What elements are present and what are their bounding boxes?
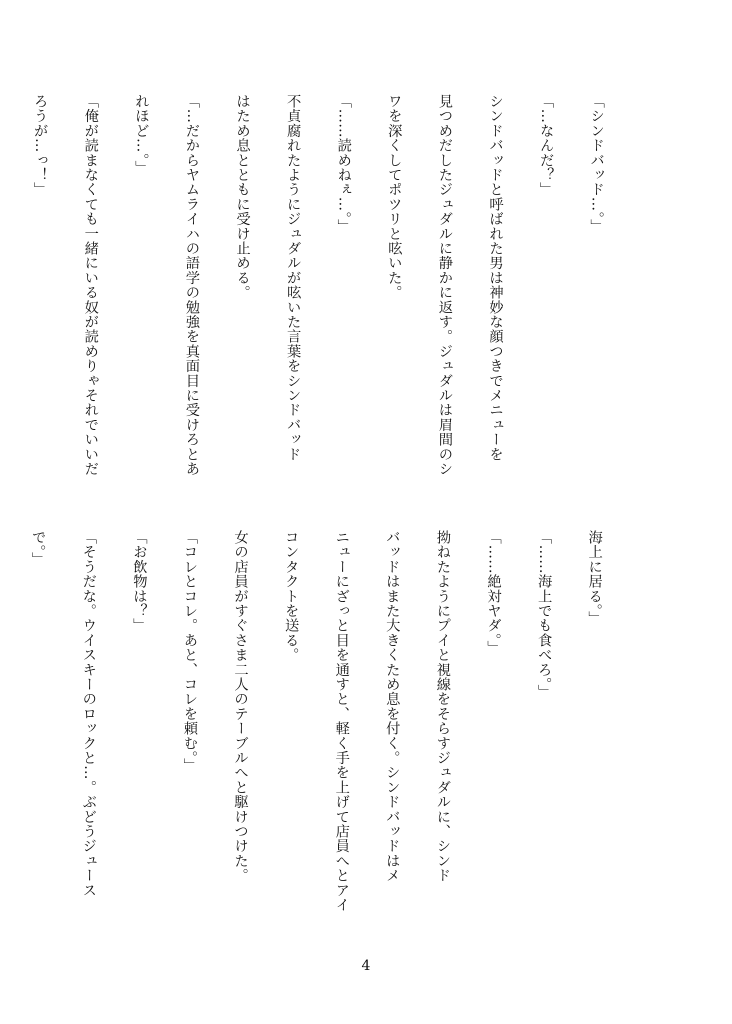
- text-line: 「……海上でも食べろ。」: [536, 529, 553, 700]
- text-line: 不貞腐れたようにジュダルが呟いた言葉をシンドバッド: [285, 93, 302, 462]
- text-line: 海上に居る。」: [586, 529, 603, 626]
- text-line: 拗ねたようにプイと視線をそらすジュダルに、シンド: [434, 529, 451, 883]
- text-line: 女の店員がすぐさま二人のテーブルへと駆けつけた。: [232, 529, 249, 883]
- text-line: ニューにざっと目を通すと、軽く手を上げて店員へとアイ: [333, 529, 350, 913]
- text-line: はため息とともに受け止める。: [234, 93, 251, 300]
- text-line: シンドバッドと呼ばれた男は神妙な顔つきでメニューを: [487, 93, 504, 462]
- text-block-bottom: [0, 520, 632, 930]
- text-line: 「そうだな。ウイスキーのロックと…。ぶどうジュース: [80, 529, 97, 898]
- text-line: 「…だからヤムライハの語学の勉強を真面目に受けろとあ: [183, 93, 200, 477]
- text-line: れほど…。」: [133, 93, 150, 175]
- text-line: 「俺が読まなくても一緒にいる奴が読めりゃそれでいいだ: [82, 93, 99, 477]
- text-line: 「お飲物は？」: [131, 529, 148, 633]
- text-line: 「シンドバッド…。」: [588, 93, 605, 234]
- text-line: 「…なんだ？」: [538, 93, 555, 197]
- text-line: バッドはまた大きくため息を付く。シンドバッドはメ: [384, 529, 401, 883]
- text-line: 「コレとコレ。あと、コレを頼む。」: [181, 529, 198, 773]
- text-block-top: [0, 84, 634, 520]
- text-line: で。」: [30, 529, 47, 567]
- text-line: 「……読めねぇ…。」: [335, 93, 352, 234]
- text-line: 見つめだしたジュダルに静かに返す。ジュダルは眉間のシ: [436, 93, 453, 477]
- text-line: コンタクトを送る。: [283, 529, 300, 663]
- page-number: 4: [361, 958, 371, 974]
- text-line: ワを深くしてポツリと呟いた。: [386, 93, 403, 300]
- text-line: ろうが…っ！」: [32, 93, 49, 197]
- text-line: 「……絶対ヤダ。」: [485, 529, 502, 656]
